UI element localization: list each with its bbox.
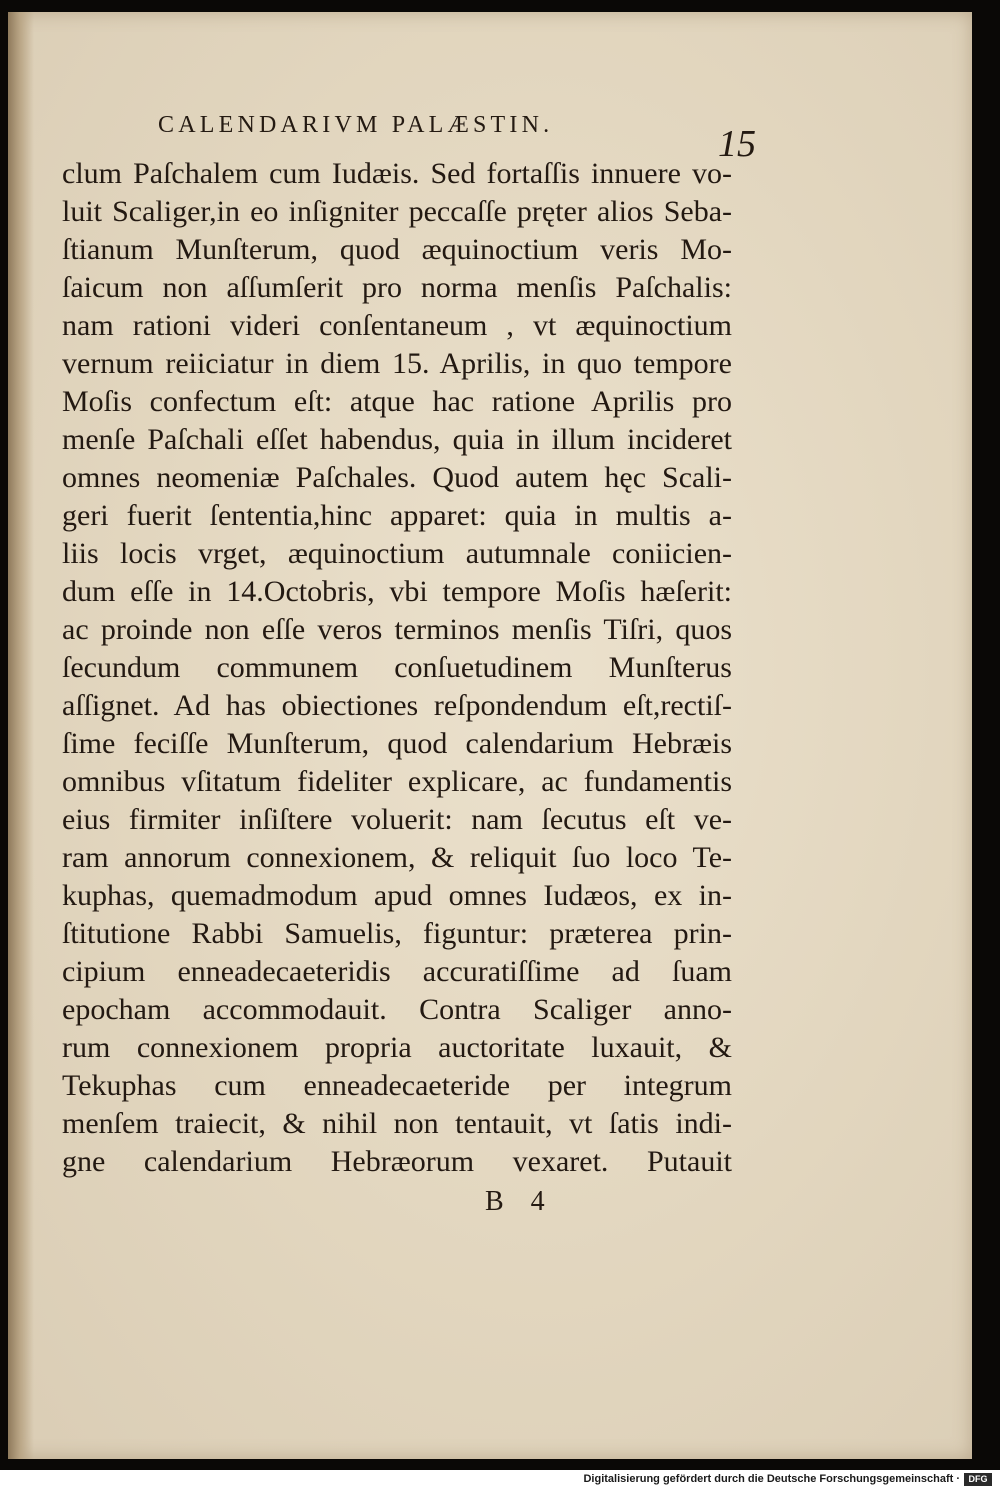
- text-line: ſtianum Munſterum, quod æquinoctium veris Mo-: [62, 233, 732, 266]
- text-line: menſe Paſchali eſſet habendus, quia in illum incideret: [62, 423, 732, 456]
- body-text: [62, 155, 732, 1181]
- text-line: ſaicum non aſſumſerit pro norma menſis Paſchalis:: [62, 271, 732, 304]
- text-line: menſem traiecit, & nihil non tentauit, vt ſatis indi-: [62, 1107, 732, 1140]
- text-line: epocham accommodauit. Contra Scaliger anno-: [62, 993, 732, 1026]
- text-line: eius firmiter inſiſtere voluerit: nam ſecutus eſt ve-: [62, 803, 732, 836]
- text-line: cipium enneadecaeteridis accuratiſſime ad ſuam: [62, 955, 732, 988]
- text-line: rum connexionem propria auctoritate luxauit, &: [62, 1031, 732, 1064]
- footer-bar: [0, 1470, 1000, 1490]
- text-line: ram annorum connexionem, & reliquit ſuo loco Te-: [62, 841, 732, 874]
- text-line: clum Paſchalem cum Iudæis. Sed fortaſſis innuere vo-: [62, 157, 732, 190]
- text-line: omnibus vſitatum fideliter explicare, ac fundamentis: [62, 765, 732, 798]
- text-line: nam rationi videri conſentaneum , vt æquinoctium: [62, 309, 732, 342]
- page-number: 15: [718, 123, 756, 165]
- text-line: ſtitutione Rabbi Samuelis, figuntur: præterea prin-: [62, 917, 732, 950]
- text-line: geri fuerit ſententia,hinc apparet: quia in multis a-: [62, 499, 732, 532]
- text-line: Moſis confectum eſt: atque hac ratione Aprilis pro: [62, 385, 732, 418]
- signature-mark: B 4: [485, 1186, 555, 1217]
- text-line: gne calendarium Hebræorum vexaret. Putauit: [62, 1145, 732, 1178]
- text-line: ac proinde non eſſe veros terminos menſis Tiſri, quos: [62, 613, 732, 646]
- text-line: liis locis vrget, æquinoctium autumnale coniicien-: [62, 537, 732, 570]
- text-line: omnes neomeniæ Paſchales. Quod autem hęc Scali-: [62, 461, 732, 494]
- text-line: Tekuphas cum enneadecaeteride per integrum: [62, 1069, 732, 1102]
- text-line: aſſignet. Ad has obiectiones reſpondendum eſt,rectiſ-: [62, 689, 732, 722]
- page-gutter: [8, 12, 34, 1459]
- text-line: vernum reiiciatur in diem 15. Aprilis, in quo tempore: [62, 347, 732, 380]
- text-line: dum eſſe in 14.Octobris, vbi tempore Moſis hæſerit:: [62, 575, 732, 608]
- text-line: kuphas, quemadmodum apud omnes Iudæos, ex in-: [62, 879, 732, 912]
- text-line: ſime feciſſe Munſterum, quod calendarium Hebræis: [62, 727, 732, 760]
- text-line: ſecundum communem conſuetudinem Munſterus: [62, 651, 732, 684]
- dfg-logo: DFG: [964, 1473, 992, 1486]
- running-head: CALENDARIVM PALÆSTIN.: [158, 112, 554, 138]
- text-line: luit Scaliger,in eo inſigniter peccaſſe pręter alios Seba-: [62, 195, 732, 228]
- funding-credit: Digitalisierung gefördert durch die Deutsche Forschungsgemeinschaft ·: [583, 1473, 960, 1485]
